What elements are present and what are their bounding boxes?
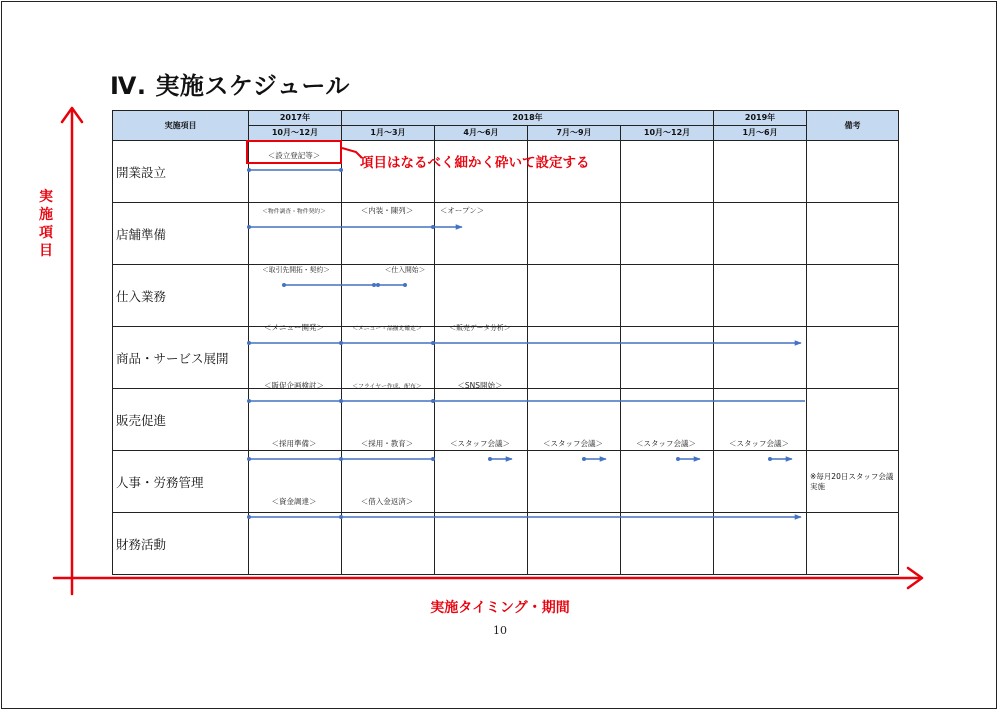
- milestone-dot: [676, 457, 680, 461]
- milestone-dot: [339, 341, 343, 345]
- row-label: 販売促進: [113, 389, 249, 451]
- milestone-dot: [282, 283, 286, 287]
- header-item: 実施項目: [113, 111, 249, 141]
- task-label: ＜採用準備＞: [271, 439, 317, 448]
- period-header: 10月～12月: [249, 126, 342, 141]
- task-label: ＜資金調達＞: [271, 497, 317, 506]
- task-label: ＜採用・教育＞: [360, 439, 414, 448]
- period-header: 1月～3月: [342, 126, 435, 141]
- row-label: 財務活動: [113, 513, 249, 575]
- task-label: ＜SNS開始＞: [457, 381, 503, 390]
- milestone-dot: [372, 283, 376, 287]
- milestone-dot: [431, 399, 435, 403]
- task-label: ＜メニュー開発＞: [264, 323, 324, 332]
- milestone-dot: [247, 168, 251, 172]
- year-header: 2018年: [342, 111, 714, 126]
- row-label: 仕入業務: [113, 265, 249, 327]
- milestone-dot: [339, 457, 343, 461]
- row-label: 店舗準備: [113, 203, 249, 265]
- milestone-dot: [339, 399, 343, 403]
- milestone-dot: [376, 283, 380, 287]
- callout-highlight-box: [246, 140, 342, 164]
- milestone-dot: [582, 457, 586, 461]
- milestone-dot: [247, 515, 251, 519]
- period-header: 4月～6月: [435, 126, 528, 141]
- year-header: 2019年: [714, 111, 807, 126]
- header-remarks: 備考: [807, 111, 899, 141]
- task-label: ＜メニュー・品揃え確定＞: [352, 326, 422, 332]
- task-label: ＜フライヤー作成、配布＞: [352, 384, 422, 390]
- task-label: ＜オープン＞: [439, 206, 485, 215]
- milestone-dot: [431, 341, 435, 345]
- task-label: ＜スタッフ会議＞: [729, 439, 789, 448]
- period-header: 10月～12月: [621, 126, 714, 141]
- milestone-dot: [431, 457, 435, 461]
- callout-connector: [342, 148, 362, 158]
- milestone-dot: [247, 457, 251, 461]
- task-label: ＜スタッフ会議＞: [636, 439, 696, 448]
- task-label: ＜設立登記等＞: [267, 151, 321, 160]
- year-header: 2017年: [249, 111, 342, 126]
- milestone-dot: [339, 168, 343, 172]
- task-label: ＜スタッフ会議＞: [450, 439, 510, 448]
- milestone-dot: [247, 225, 251, 229]
- milestone-dot: [403, 283, 407, 287]
- task-label: ＜取引先開拓・契約＞: [262, 266, 330, 274]
- remark-cell: ※毎月20日スタッフ会議実施: [807, 451, 899, 513]
- milestone-dot: [247, 341, 251, 345]
- task-label: ＜内装・陳列＞: [360, 206, 414, 215]
- page-number: 10: [493, 624, 507, 637]
- page-title: Ⅳ. 実施スケジュール: [110, 72, 350, 100]
- period-header: 1月～6月: [714, 126, 807, 141]
- milestone-dot: [488, 457, 492, 461]
- milestone-dot: [247, 399, 251, 403]
- milestone-dot: [768, 457, 772, 461]
- task-label: ＜販促企画検討＞: [264, 381, 324, 390]
- callout-text: 項目はなるべく細かく砕いて設定する: [360, 155, 590, 171]
- milestone-dot: [431, 225, 435, 229]
- period-header: 7月～9月: [528, 126, 621, 141]
- task-label: ＜仕入開始＞: [384, 266, 426, 274]
- task-label: ＜物件調査・物件契約＞: [262, 209, 326, 215]
- task-label: ＜スタッフ会議＞: [543, 439, 603, 448]
- y-axis-label: 実施項目: [39, 189, 53, 259]
- x-axis-label: 実施タイミング・期間: [430, 600, 570, 616]
- row-label: 人事・労務管理: [113, 451, 249, 513]
- task-label: ＜販売データ分析＞: [449, 324, 511, 332]
- row-label: 開業設立: [113, 141, 249, 203]
- task-label: ＜借入金返済＞: [360, 497, 414, 506]
- milestone-dot: [339, 515, 343, 519]
- row-label: 商品・サービス展開: [113, 327, 249, 389]
